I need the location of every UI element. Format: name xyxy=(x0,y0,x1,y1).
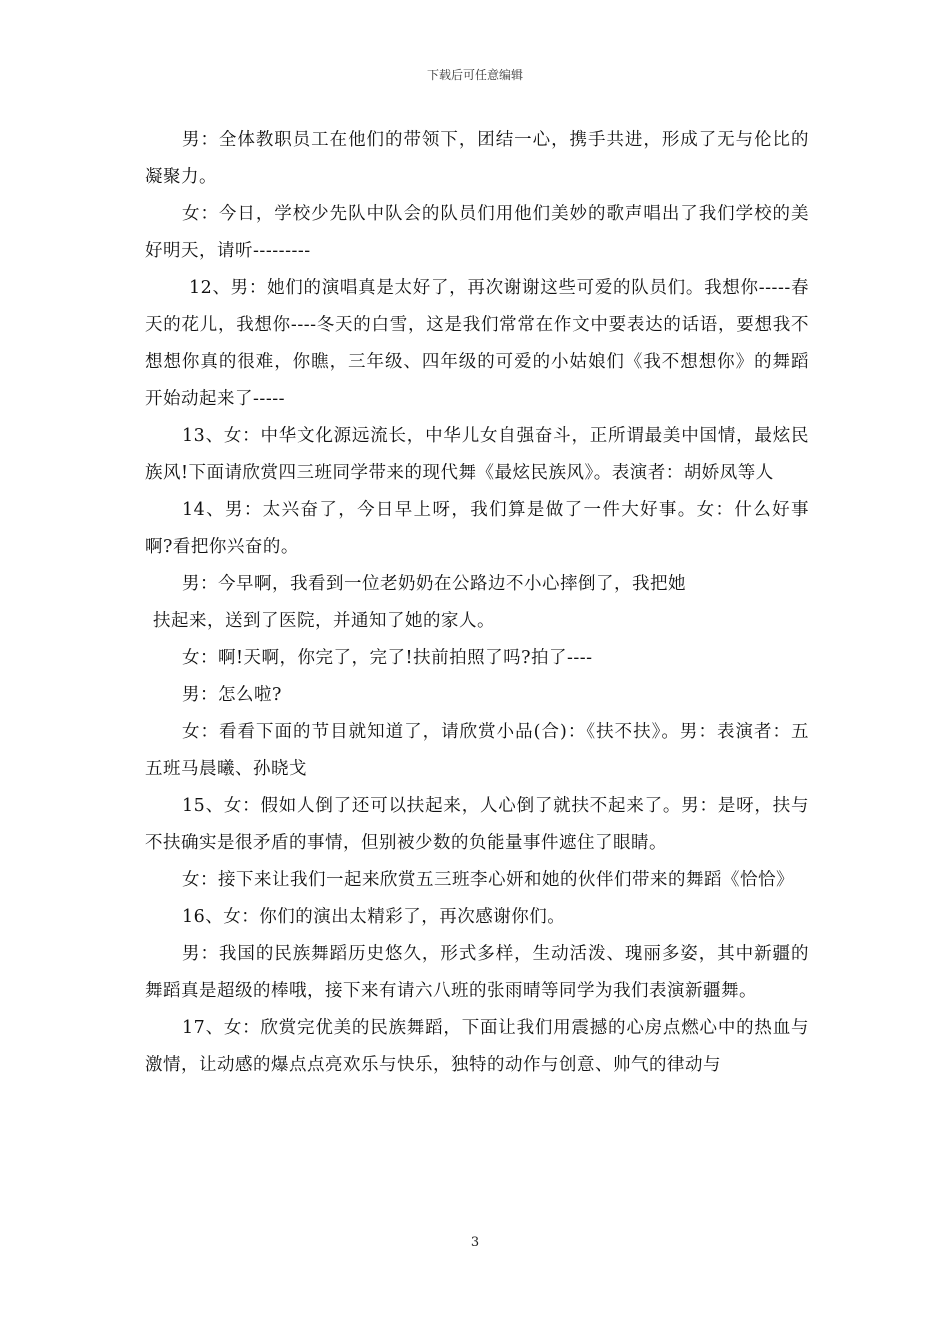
paragraph-13: 16、女：你们的演出太精彩了，再次感谢你们。 xyxy=(182,907,566,927)
paragraph-2: 女：今日，学校少先队中队会的队员们用他们美妙的歌声唱出了我们学校的美好明天，请听--------- xyxy=(145,204,809,261)
page-header: 下载后可任意编辑 xyxy=(426,68,523,82)
paragraph-3: 12、男：她们的演唱真是太好了，再次谢谢这些可爱的队员们。我想你-----春天的花儿，我想你----冬天的白雪，这是我们常常在作文中要表达的话语，要想我不想想你真的很难，你瞧，三年级、四年级的可爱的小姑娘们《我不想想你》的舞蹈开始动起来了----- xyxy=(145,278,809,409)
paragraph-10: 女：看看下面的节目就知道了，请欣赏小品(合)：《扶不扶》。男：表演者：五五班马晨曦、孙晓戈 xyxy=(145,722,809,779)
paragraph-15: 17、女：欣赏完优美的民族舞蹈，下面让我们用震撼的心房点燃心中的热血与激情，让动感的爆点点亮欢乐与快乐，独特的动作与创意、帅气的律动与 xyxy=(145,1018,809,1075)
paragraph-7: 扶起来，送到了医院，并通知了她的家人。 xyxy=(153,611,495,631)
paragraph-4: 13、女：中华文化源远流长，中华儿女自强奋斗，正所谓最美中国情，最炫民族风!下面请欣赏四三班同学带来的现代舞《最炫民族风》。表演者：胡娇凤等人 xyxy=(145,426,809,483)
paragraph-12: 女：接下来让我们一起来欣赏五三班李心妍和她的伙伴们带来的舞蹈《恰恰》 xyxy=(182,870,794,890)
paragraph-5: 14、男：太兴奋了，今日早上呀，我们算是做了一件大好事。女：什么好事啊?看把你兴奋的。 xyxy=(145,500,809,557)
paragraph-14: 男：我国的民族舞蹈历史悠久，形式多样，生动活泼、瑰丽多姿，其中新疆的舞蹈真是超级的棒哦，接下来有请六八班的张雨晴等同学为我们表演新疆舞。 xyxy=(145,944,809,1001)
paragraph-11: 15、女：假如人倒了还可以扶起来，人心倒了就扶不起来了。男：是呀，扶与不扶确实是很矛盾的事情，但别被少数的负能量事件遮住了眼睛。 xyxy=(145,796,809,853)
paragraph-1: 男：全体教职员工在他们的带领下，团结一心，携手共进，形成了无与伦比的凝聚力。 xyxy=(145,130,809,187)
paragraph-9: 男：怎么啦? xyxy=(182,685,282,705)
page-number: 3 xyxy=(470,1235,480,1250)
paragraph-6: 男：今早啊，我看到一位老奶奶在公路边不小心摔倒了，我把她 xyxy=(182,574,686,594)
paragraph-8: 女：啊!天啊，你完了，完了!扶前拍照了吗?拍了---- xyxy=(182,648,593,668)
document-body xyxy=(145,122,809,1084)
